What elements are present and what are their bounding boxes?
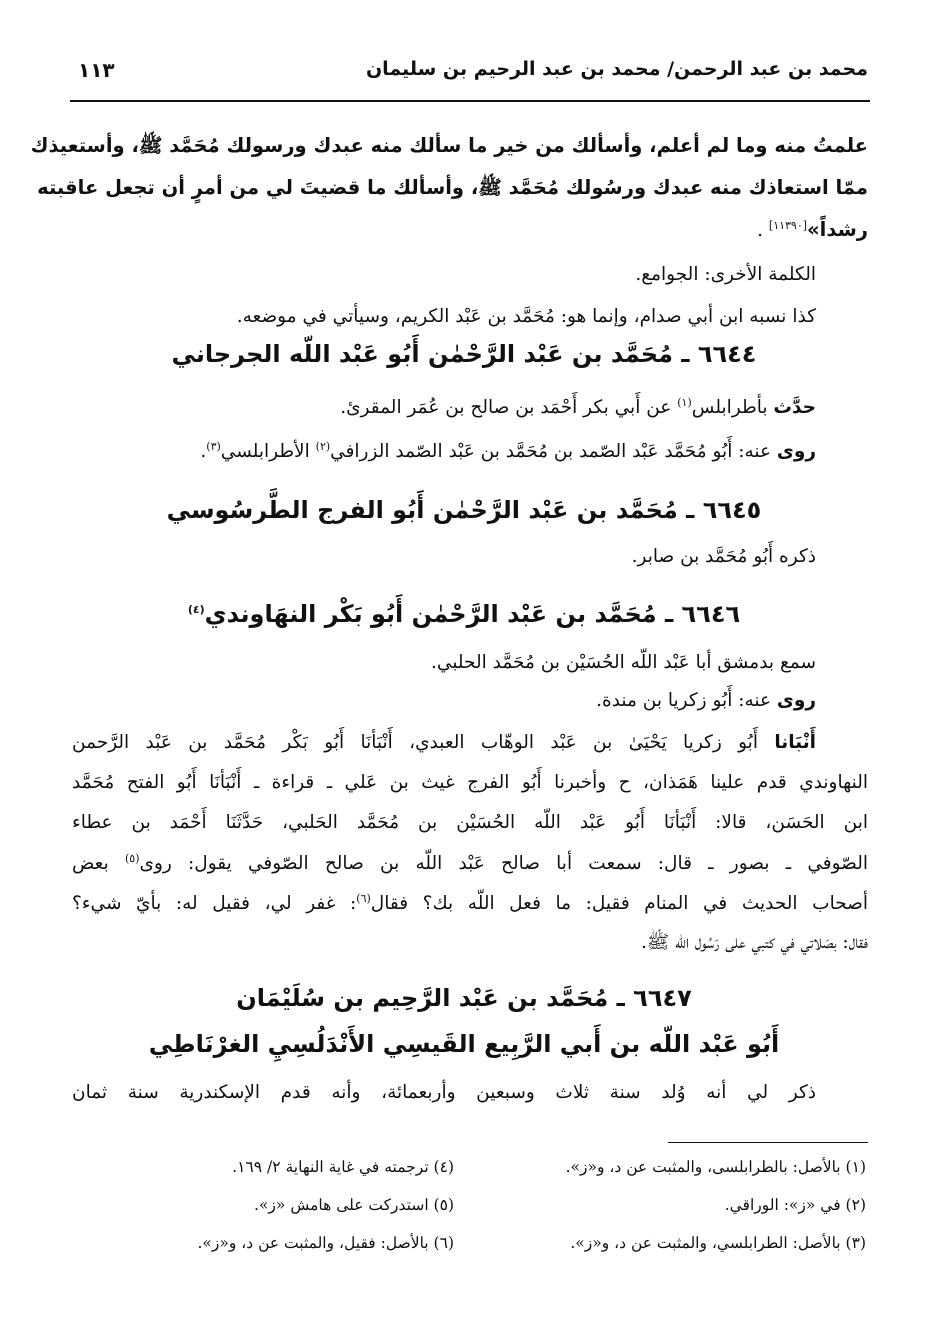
footnote-2: (٢) في «ز»: الوراقي.	[724, 1196, 866, 1214]
footnote-6: (٦) بالأصل: فقيل، والمثبت عن د، و«ز».	[197, 1234, 454, 1252]
isnad-line-2: النهاوندي قدم علينا هَمَذان، ح وأخبرنا أَبُو الفرج غيث بن عَلي ـ قراءة ـ أَنْبَأنَا أَبُو الفتح مُحَمَّد	[72, 772, 868, 793]
isnad-line-5-b: : غفر لي، فقيل له: بأيّ شيء؟	[72, 893, 357, 915]
isnad-line-4-b: بعض	[72, 853, 109, 875]
entry-6647-heading-1: ٦٦٤٧ ـ مُحَمَّد بن عَبْد الرَّحِيم بن سُلَيْمَان	[236, 984, 692, 1012]
entry-6646-line-1: سمع بدمشق أبا عَبْد اللّه الحُسَيْن بن مُحَمَّد الحلبي.	[431, 652, 816, 673]
body-line-3-text: رشداً»	[807, 218, 868, 241]
footnote-marker-6: (٦)	[356, 892, 371, 905]
header-divider	[70, 100, 870, 102]
footnote-divider	[668, 1142, 868, 1143]
footnote-marker-5: (٥)	[124, 852, 140, 865]
isnad-line-1-text: أَبُو زكريا يَحْيَىٰ بن عَبْد الوهّاب العبدي، أَنْبَأنَا أَبُو بَكْر مُحَمَّد بن عَبْد الرَّحمن	[72, 732, 758, 753]
isnad-line-1	[72, 732, 816, 754]
entry-6646-line-2	[72, 690, 816, 712]
footnote-marker-4: (٤)	[187, 603, 205, 616]
isnad-line-4	[72, 852, 868, 875]
footnote-3: (٣) بالأصل: الطرابلسي، والمثبت عن د، و«ز».	[570, 1234, 866, 1252]
footnote-1: (١) بالأصل: بالطرابلسى، والمثبت عن د، و«ز».	[565, 1158, 866, 1176]
entry-6646-heading-text: ٦٦٤٦ ـ مُحَمَّد بن عَبْد الرَّحْمٰن أَبُو بَكْر النهَاوندي	[204, 600, 741, 628]
keyword-haddatha: حدَّث	[773, 397, 816, 419]
isnad-line-3: ابن الحَسَن، قالا: أَنْبَأنَا أَبُو عَبْد اللّه الحُسَيْن بن مُحَمَّد الحَلبي، حَدَّثَنَا أَحْمَد بن عطاء	[72, 812, 868, 833]
hadith-number: [١١٣٩٠]	[768, 218, 808, 232]
entry-6646-line-2-text: عنه: أَبُو زكريا بن مندة.	[596, 690, 771, 711]
entry-6644-line-2-b: الأطرابلسي	[220, 441, 310, 463]
note-line-2: كذا نسبه ابن أبي صدام، وإنما هو: مُحَمَّد بن عَبْد الكريم، وسيأتي في موضعه.	[236, 306, 816, 327]
keyword-rawa: روى	[776, 441, 816, 463]
isnad-line-5	[72, 892, 868, 915]
footnote-marker-1: (١)	[677, 396, 692, 409]
entry-6644-heading: ٦٦٤٤ ـ مُحَمَّد بن عَبْد الرَّحْمٰن أَبُو عَبْد اللّه الجرجاني	[171, 340, 757, 368]
keyword-rawa-2: روى	[776, 690, 816, 711]
body-line-3: رشداً»[١١٣٩٠] .	[757, 218, 868, 241]
entry-6644-line-2-c: .	[200, 441, 207, 463]
entry-6645-line: ذكره أَبُو مُحَمَّد بن صابر.	[631, 546, 816, 567]
note-line-1: الكلمة الأخرى: الجوامع.	[635, 264, 816, 285]
entry-6644-line-2	[72, 440, 816, 463]
isnad-line-6: فقال: بصَلاتي في كتبي على رَسُول اللّه ﷺ.	[640, 932, 868, 953]
body-line-1: علمتُ منه وما لم أعلم، وأسألك من خير ما سألك منه عبدك ورسولك مُحَمَّد ﷺ، وأستعيذك	[30, 134, 868, 157]
entry-6644-line-1-b: عن أَبي بكر أَحْمَد بن صالح بن عُمَر المقرئ.	[340, 397, 672, 419]
footnote-marker-3: (٣)	[206, 440, 221, 453]
body-line-2: ممّا استعاذك منه عبدك ورسُولك مُحَمَّد ﷺ، وأسألك ما قضيتَ لي من أمرٍ أن تجعل عاقبته	[37, 176, 868, 199]
keyword-anba: أَنْبَانا	[774, 732, 816, 753]
footnote-5: (٥) استدركت على هامش «ز».	[254, 1196, 454, 1214]
entry-6647-line: ذكر لي أنه وُلد سنة ثلاث وسبعين وأربعمائة، وأنه قدم الإسكندرية سنة ثمان	[72, 1082, 816, 1103]
entry-6644-line-1-a: بأطرابلس	[691, 397, 768, 419]
entry-6647-heading-2: أَبُو عَبْد اللّه بن أَبي الرَّبِيع القَيسِي الأَنْدَلُسِيِ الغرْنَاطِي	[148, 1030, 780, 1058]
entry-6645-heading: ٦٦٤٥ ـ مُحَمَّد بن عَبْد الرَّحْمٰن أَبُو الفرج الطَّرسُوسي	[166, 496, 762, 524]
entry-6646-heading	[60, 600, 868, 628]
footnote-marker-2: (٢)	[315, 440, 331, 453]
entry-6644-line-2-a: عنه: أَبُو مُحَمَّد عَبْد الصّمد بن مُحَمَّد بن عَبْد الصّمد الزرافي	[330, 441, 771, 463]
page-number: ١١٣	[78, 58, 115, 82]
isnad-line-4-a: الصّوفي ـ بصور ـ قال: سمعت أبا صالح عَبْد اللّه بن صالح الصّوفي يقول: روى	[139, 853, 868, 875]
isnad-line-5-a: أصحاب الحديث في المنام فقيل: ما فعل اللّه بك؟ فقال	[370, 893, 868, 915]
footnote-4: (٤) ترجمته في غاية النهاية ٢/ ١٦٩.	[232, 1158, 454, 1176]
running-header-title: محمد بن عبد الرحمن/ محمد بن عبد الرحيم بن سليمان	[365, 58, 868, 80]
entry-6644-line-1	[72, 396, 816, 419]
